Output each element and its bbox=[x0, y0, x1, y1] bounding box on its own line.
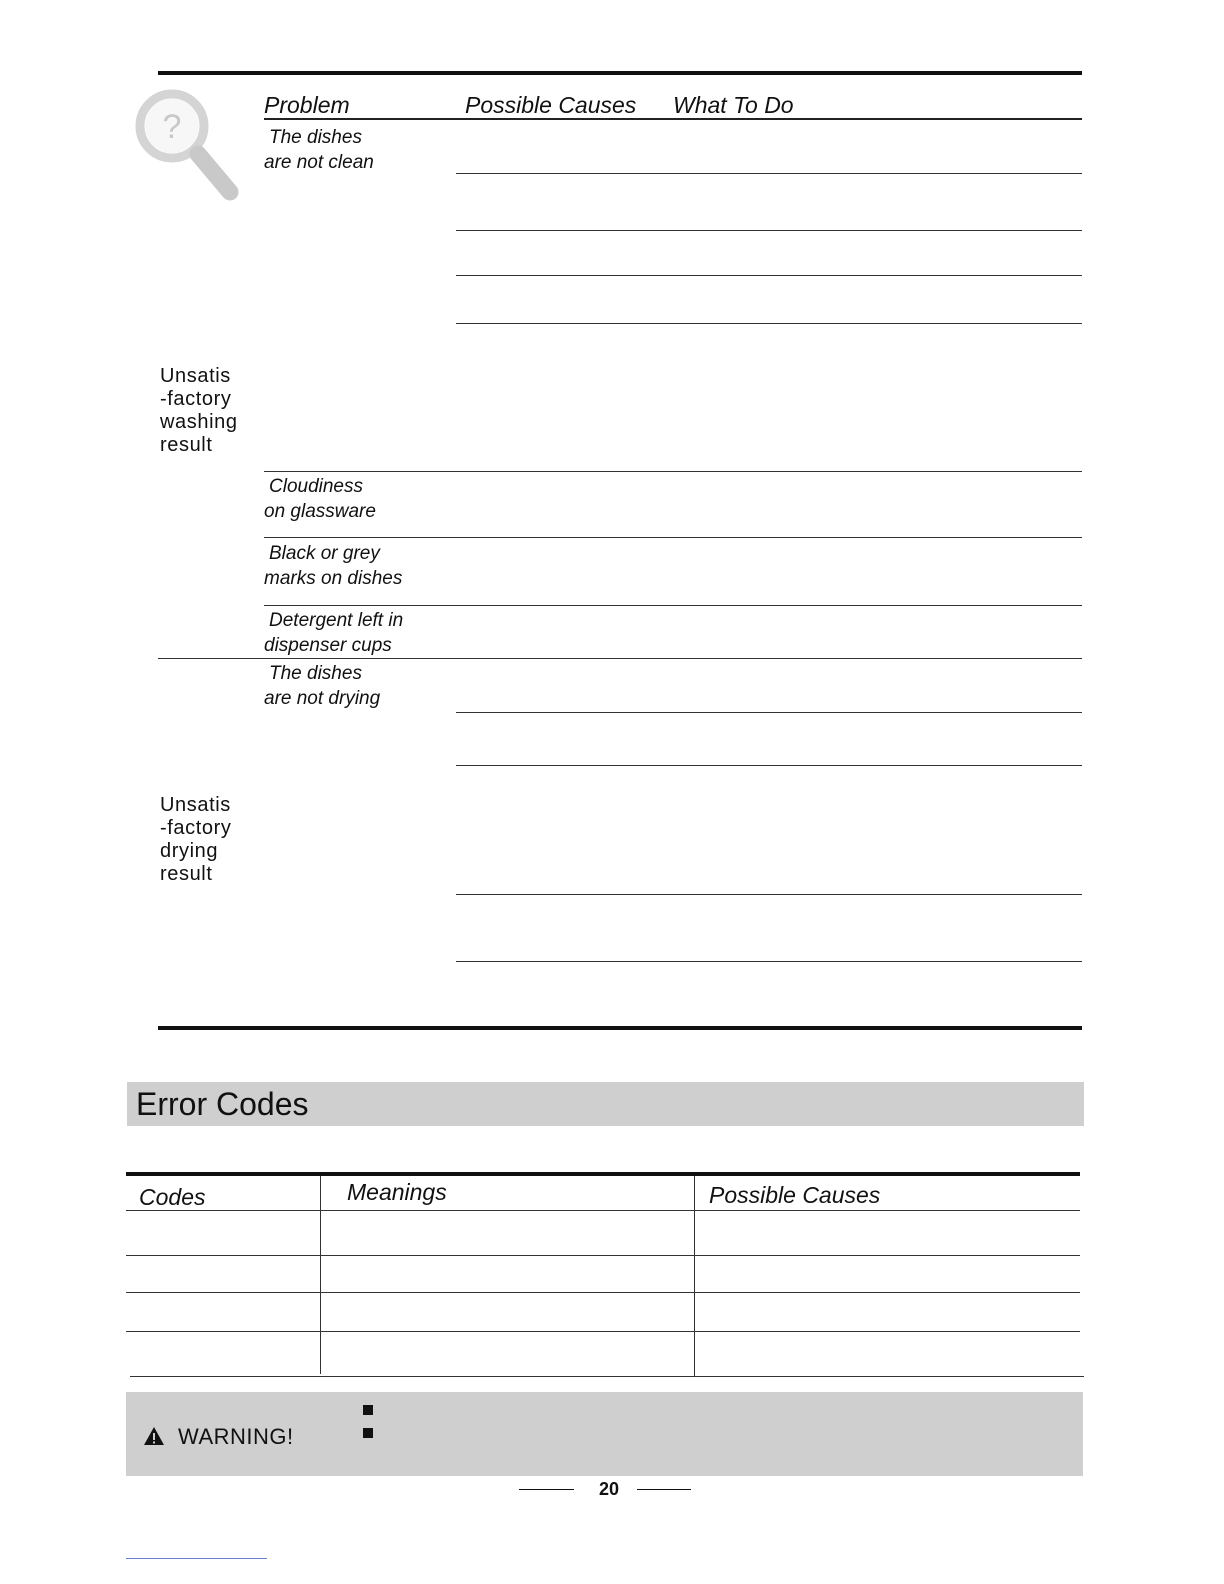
bullet-square-icon bbox=[363, 1405, 373, 1415]
svg-text:?: ? bbox=[162, 108, 182, 146]
header-rule bbox=[264, 118, 1082, 120]
magnifier-question-icon bbox=[132, 86, 244, 204]
error-row-divider bbox=[126, 1292, 1080, 1293]
warning-label: WARNING! bbox=[178, 1424, 294, 1449]
footer-link-underline bbox=[126, 1558, 267, 1559]
table-bottom-rule bbox=[158, 1026, 1082, 1030]
row-divider bbox=[456, 712, 1082, 713]
error-codes-title: Error Codes bbox=[136, 1086, 309, 1122]
table-top-rule bbox=[158, 71, 1082, 75]
row-divider bbox=[264, 537, 1082, 538]
row-divider bbox=[456, 894, 1082, 895]
column-divider bbox=[320, 1176, 321, 1374]
error-codes-title-bar bbox=[127, 1082, 1084, 1126]
row-divider bbox=[264, 605, 1082, 606]
error-table-top-rule bbox=[126, 1172, 1080, 1176]
page-number-rule-right bbox=[637, 1489, 691, 1490]
warning-triangle-icon bbox=[143, 1426, 165, 1446]
error-row-divider bbox=[126, 1255, 1080, 1256]
row-divider bbox=[456, 323, 1082, 324]
category-drying: Unsatis -factory drying result bbox=[160, 794, 232, 885]
problem-detergent: Detergent left in dispenser cups bbox=[264, 610, 404, 656]
header-what-to-do: What To Do bbox=[673, 92, 794, 118]
page-number-rule-left bbox=[519, 1489, 574, 1490]
bullet-square-icon bbox=[363, 1428, 373, 1438]
row-divider bbox=[456, 230, 1082, 231]
header-possible-causes: Possible Causes bbox=[465, 92, 637, 118]
header-meanings: Meanings bbox=[347, 1179, 447, 1205]
page-number: 20 bbox=[598, 1479, 620, 1499]
column-divider bbox=[694, 1176, 695, 1376]
header-possible-causes-codes: Possible Causes bbox=[709, 1182, 881, 1208]
row-divider bbox=[456, 961, 1082, 962]
row-divider bbox=[456, 275, 1082, 276]
category-washing: Unsatis -factory washing result bbox=[160, 365, 238, 456]
error-row-divider bbox=[126, 1331, 1080, 1332]
section-divider bbox=[158, 658, 1082, 659]
row-divider bbox=[264, 471, 1082, 472]
problem-cloudiness: Cloudiness on glassware bbox=[264, 476, 376, 522]
problem-not-drying: The dishes are not drying bbox=[264, 663, 381, 709]
error-row-divider bbox=[130, 1376, 1084, 1377]
problem-not-clean: The dishes are not clean bbox=[264, 127, 374, 173]
problem-marks: Black or grey marks on dishes bbox=[264, 543, 403, 589]
warning-bar bbox=[126, 1392, 1083, 1476]
header-codes: Codes bbox=[139, 1184, 206, 1210]
error-row-divider bbox=[126, 1210, 1080, 1211]
row-divider bbox=[456, 765, 1082, 766]
row-divider bbox=[456, 173, 1082, 174]
header-problem: Problem bbox=[264, 92, 350, 118]
